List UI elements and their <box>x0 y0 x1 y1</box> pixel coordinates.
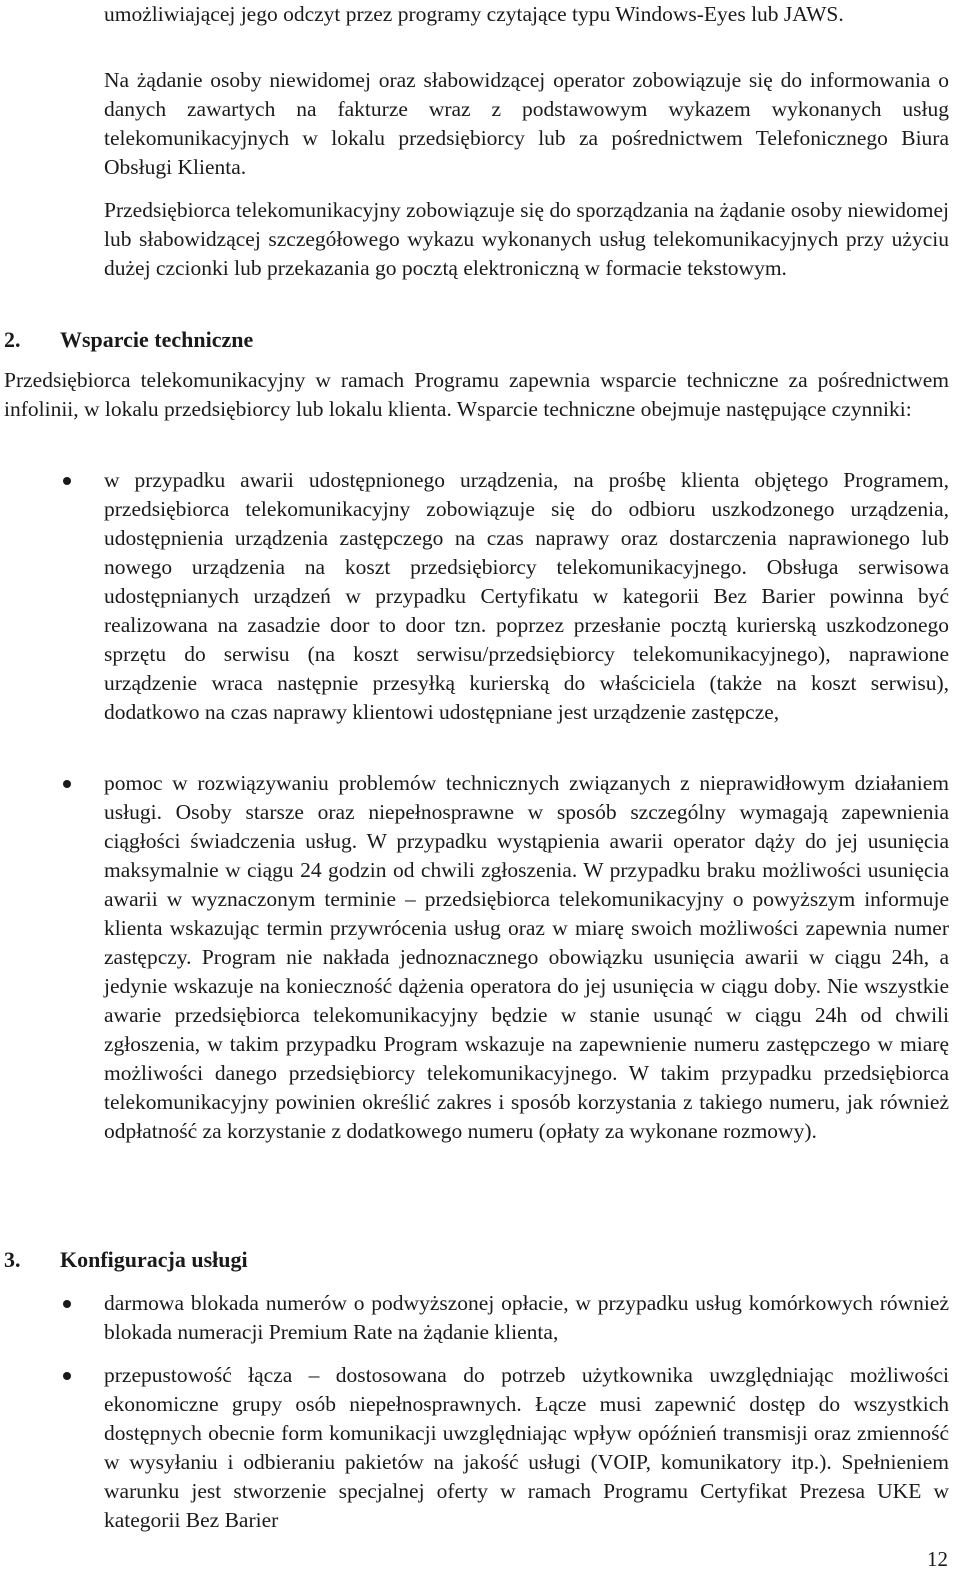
list-item-bandwidth: przepustowość łącza – dostosowana do potrzeb użytkownika uwzględniając możliwości ekonomiczne grupy osób niepełnosprawnych. Łącze musi zapewnić dostęp do wszystkich dostępnych obecnie form komunikacji uwzględniając wpływ opóźnień transmisji oraz zmienność w wysyłaniu i odbieraniu pakietów na jakość usługi (VOIP, komunikatory itp.). Spełnieniem warunku jest stworzenie specjalnej oferty w ramach Programu Certyfikat Prezesa UKE w kategorii Bez Barier <box>104 1363 949 1532</box>
section-2-number: 2. <box>4 327 21 352</box>
section-3-title: Konfiguracja usługi <box>60 1247 248 1272</box>
bullet-icon <box>63 1372 71 1380</box>
section-3-heading <box>4 1245 248 1274</box>
list-item-device-repair: w przypadku awarii udostępnionego urządzenia, na prośbę klienta objętego Programem, przedsiębiorca telekomunikacyjny zobowiązuje się do odbioru uszkodzonego urządzenia, udostępnienia urządzenia zastępczego na czas naprawy oraz dostarczenia naprawionego lub nowego urządzenia na koszt przedsiębiorcy telekomunikacyjnego. Obsługa serwisowa udostępnianych urządzeń w przypadku Certyfikatu w kategorii Bez Barier powinna być realizowana na zasadzie door to door tzn. poprzez przesłanie pocztą kurierską uszkodzonego sprzętu do serwisu (na koszt serwisu/przedsiębiorcy telekomunikacyjnego), naprawione urządzenie wraca następnie przesyłką kurierską do właściciela (także na koszt serwisu), dodatkowo na czas naprawy klientowi udostępniane jest urządzenie zastępcze, <box>104 468 949 724</box>
list-item-technical-help: pomoc w rozwiązywaniu problemów technicznych związanych z nieprawidłowym działaniem usługi. Osoby starsze oraz niepełnosprawne w sposób szczególny wymagają zapewnienia ciągłości świadczenia usług. W przypadku wystąpienia awarii operator dąży do jej usunięcia maksymalnie w ciągu 24 godzin od chwili zgłoszenia. W przypadku braku możliwości usunięcia awarii w wyznaczonym terminie – przedsiębiorca telekomunikacyjny o powyższym informuje klienta wskazując termin przywrócenia usług oraz w miarę swoich możliwości zapewnia numer zastępczy. Program nie nakłada jednoznacznego obowiązku usunięcia awarii w ciągu 24h, a jedynie wskazuje na konieczność dążenia operatora do jej usunięcia w ciągu doby. Nie wszystkie awarie przedsiębiorca telekomunikacyjny będzie w stanie usunąć w ciągu 24h od chwili zgłoszenia, w takim przypadku Program wskazuje na zapewnienie numeru zastępczego w miarę możliwości danego przedsiębiorcy telekomunikacyjnego. W takim przypadku przedsiębiorca telekomunikacyjny powinien określić zakres i sposób korzystania z takiego numeru, jak również odpłatność za korzystanie z dodatkowego numeru (opłaty za wykonane rozmowy). <box>104 771 949 1143</box>
paragraph-invoice-info: Na żądanie osoby niewidomej oraz słabowidzącej operator zobowiązuje się do informowania o danych zawartych na fakturze wraz z podstawowym wykazem wykonanych usług telekomunikacyjnych w lokalu przedsiębiorcy lub za pośrednictwem Telefonicznego Biura Obsługi Klienta. <box>104 68 949 179</box>
page-number: 12 <box>927 1547 948 1571</box>
section-2-heading <box>4 325 253 354</box>
bullet-icon <box>63 780 71 788</box>
bullet-icon <box>63 1300 71 1308</box>
paragraph-detailed-statement: Przedsiębiorca telekomunikacyjny zobowiązuje się do sporządzania na żądanie osoby niewidomej lub słabowidzącej szczegółowego wykazu wykonanych usług telekomunikacyjnych przy użyciu dużej czcionki lub przekazania go pocztą elektroniczną w formacie tekstowym. <box>104 198 949 280</box>
section-2-title: Wsparcie techniczne <box>60 327 254 352</box>
section-3-number: 3. <box>4 1247 21 1272</box>
bullet-icon <box>63 477 71 485</box>
section-2-intro: Przedsiębiorca telekomunikacyjny w ramach Programu zapewnia wsparcie techniczne za pośrednictwem infolinii, w lokalu przedsiębiorcy lub lokalu klienta. Wsparcie techniczne obejmuje następujące czynniki: <box>4 368 949 421</box>
list-item-number-blocking: darmowa blokada numerów o podwyższonej opłacie, w przypadku usług komórkowych również blokada numeracji Premium Rate na żądanie klienta, <box>104 1291 949 1344</box>
paragraph-screen-readers: umożliwiającej jego odczyt przez programy czytające typu Windows-Eyes lub JAWS. <box>104 2 844 26</box>
